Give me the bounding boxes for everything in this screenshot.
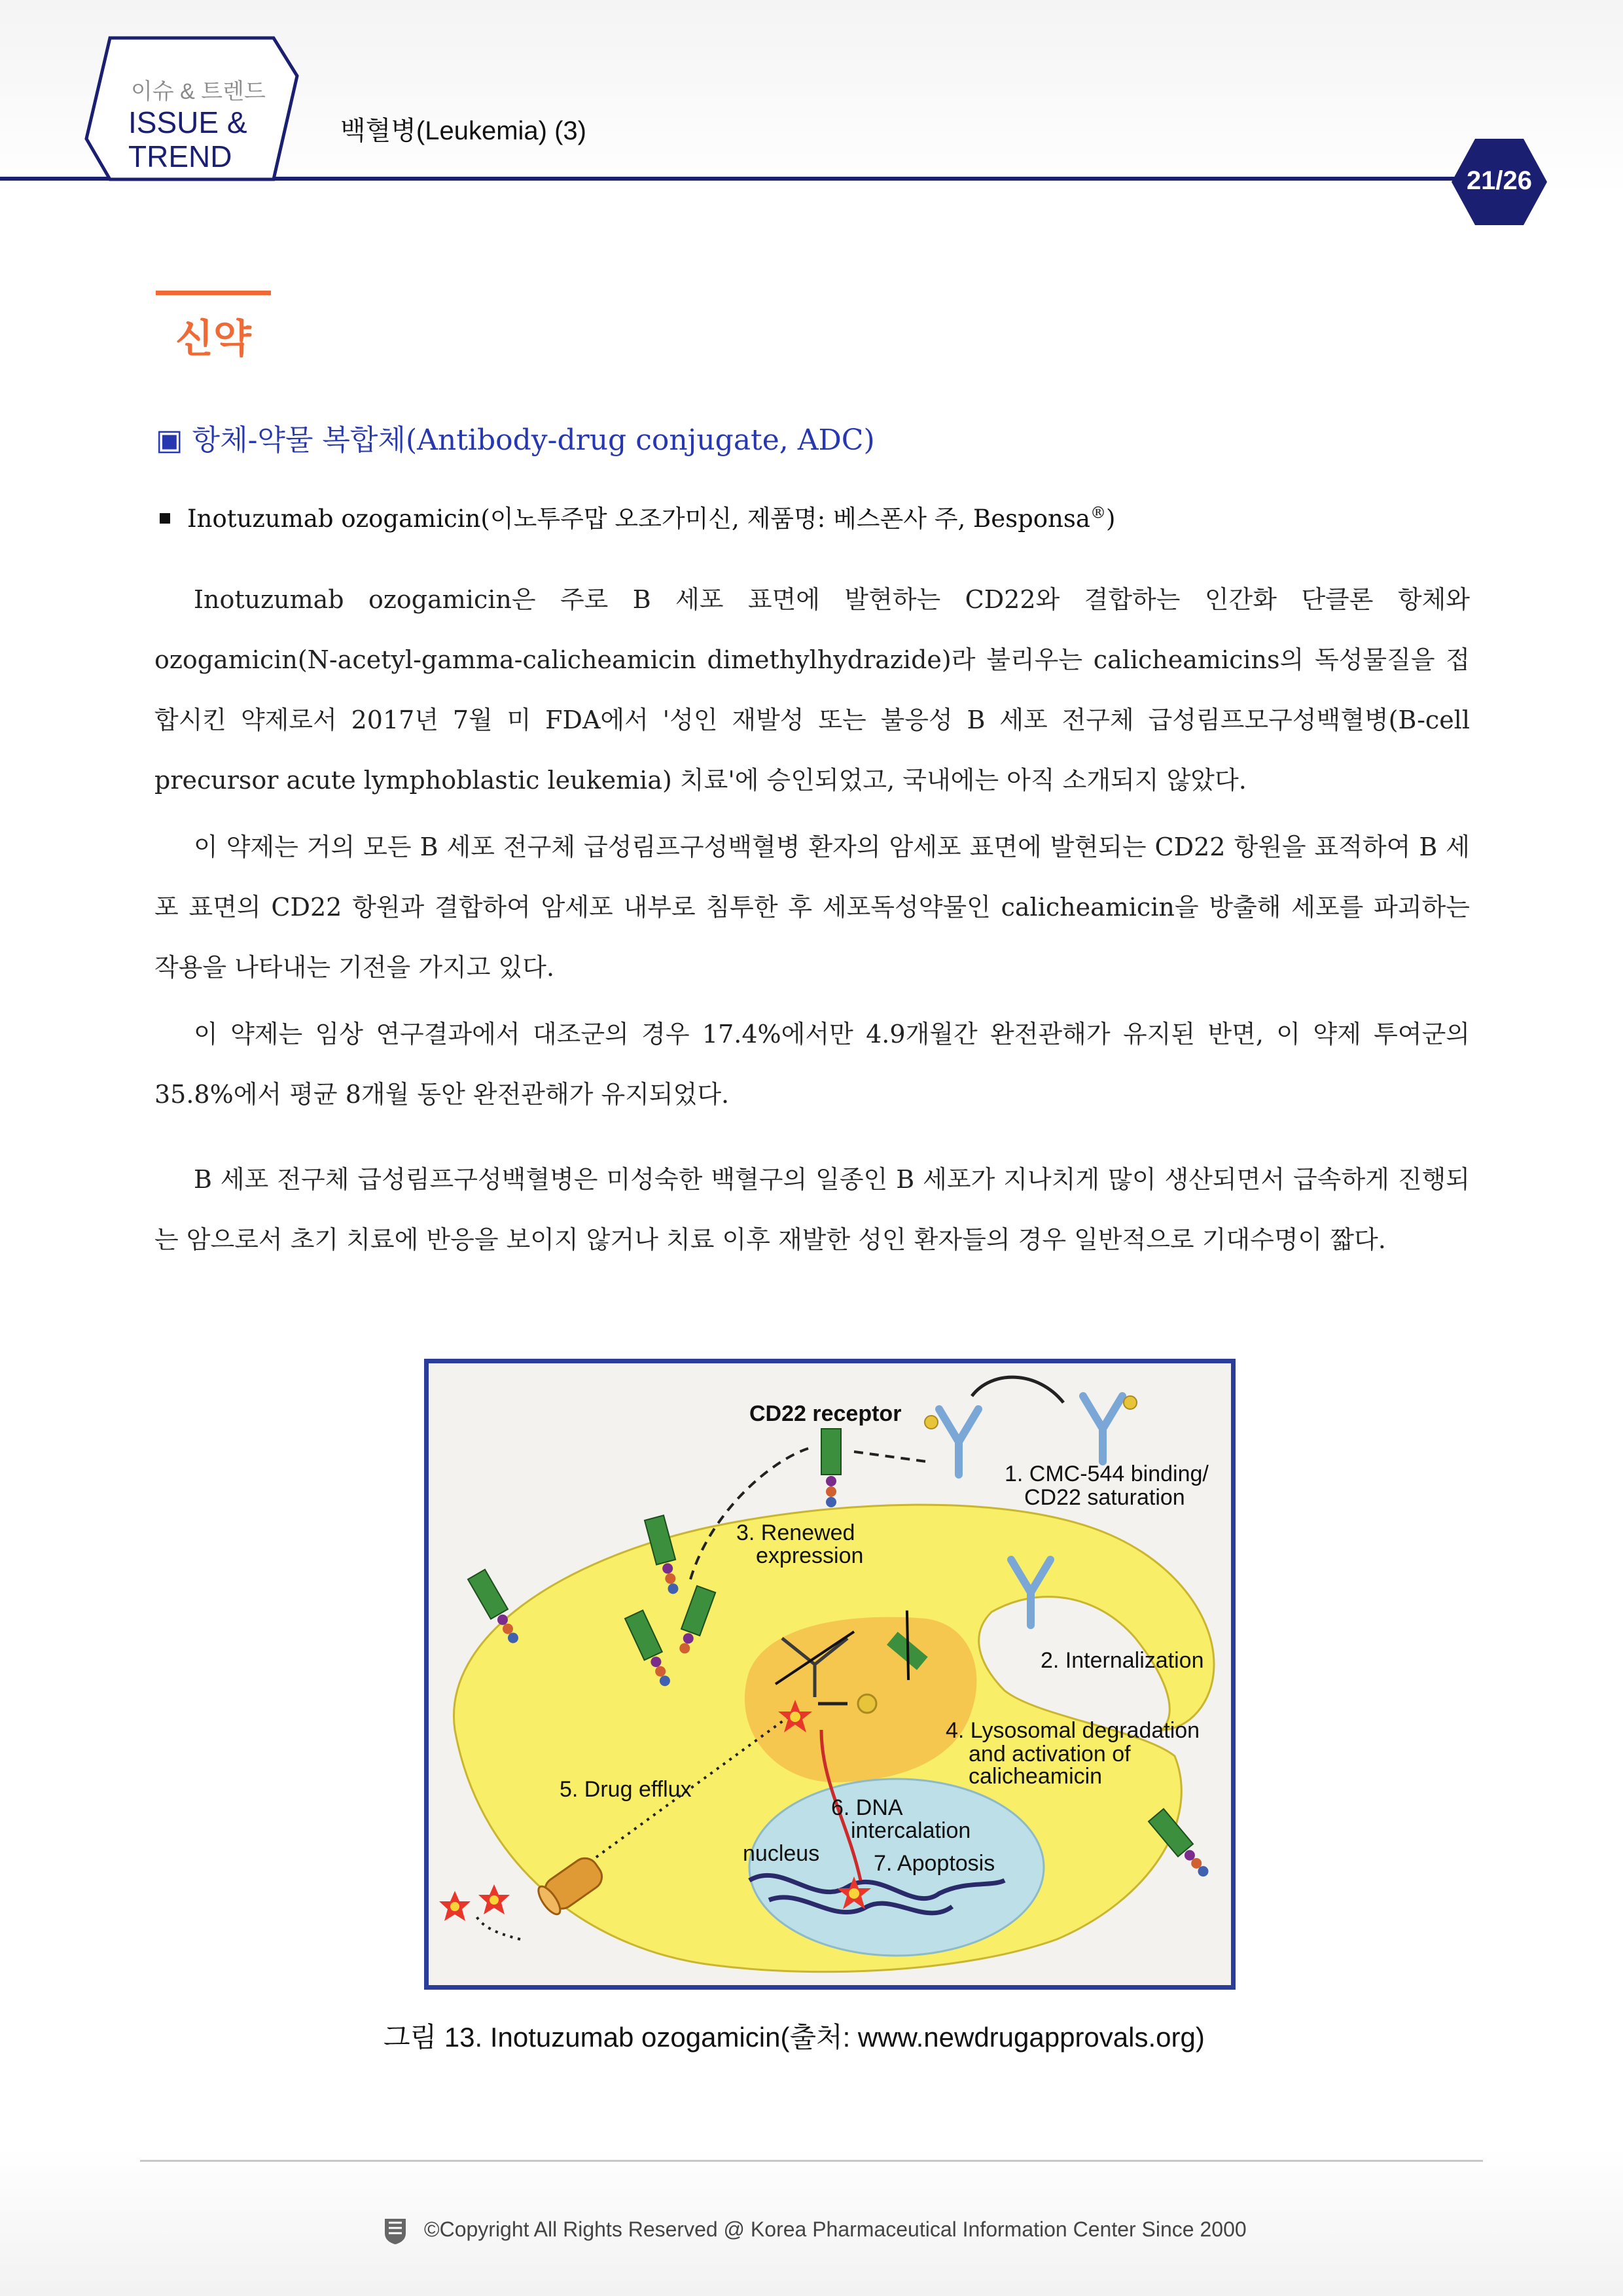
label-step5: 5. Drug efflux	[560, 1777, 692, 1802]
label-step2: 2. Internalization	[1041, 1648, 1204, 1673]
page-number: 21/26	[1466, 166, 1533, 195]
antibody-bound	[925, 1409, 978, 1475]
mechanism-diagram	[429, 1363, 1231, 1985]
document-title: 백혈병(Leukemia) (3)	[340, 117, 586, 145]
calicheamicin-dot	[858, 1695, 876, 1713]
paragraph-2: 이 약제는 거의 모든 B 세포 전구체 급성림프구성백혈병 환자의 암세포 표면에 발현되는 CD22 항원을 표적하여 B 세포 표면의 CD22 항원과 결합하여 암세포 내부로 침투한 후 세포독성약물인 calicheamicin을 방출해 세포를 파괴하는 작용을 나타내는 기전을 가지고 있다.	[154, 833, 1470, 982]
label-cd22: CD22 receptor	[749, 1401, 902, 1426]
subheading: ▣ 항체-약물 복합체(Antibody-drug conjugate, ADC)	[156, 423, 875, 457]
label-step3b: expression	[756, 1543, 864, 1568]
paragraph-3: 이 약제는 임상 연구결과에서 대조군의 경우 17.4%에서만 4.9개월간 완전관해가 유지된 반면, 이 약제 투여군의 35.8%에서 평균 8개월 동안 완전관해가 유지되었다.	[154, 1020, 1470, 1109]
antibody-approach-arrow	[972, 1377, 1063, 1403]
registered-mark: ®	[1090, 503, 1106, 522]
badge-subtitle: 이슈 & 트렌드	[131, 79, 266, 104]
paragraph-1: Inotuzumab ozogamicin은 주로 B 세포 표면에 발현하는 CD22와 결합하는 인간화 단클론 항체와 ozogamicin(N-acetyl-gamma-calicheamicin dimethylhydrazide)라 불리우는 calicheamicins의 독성물질을 접합시킨 약제로서 2017년 7월 미 FDA에서 '성인 재발성 또는 불응성 B 세포 전구체 급성림프모구성백혈병(B-cell precursor acute lymphoblastic leukemia) 치료'에 승인되었고, 국내에는 아직 소개되지 않았다.	[154, 585, 1470, 795]
paragraph-4: B 세포 전구체 급성림프구성백혈병은 미성숙한 백혈구의 일종인 B 세포가 지나치게 많이 생산되면서 급속하게 진행되는 암으로서 초기 치료에 반응을 보이지 않거나 치료 이후 재발한 성인 환자들의 경우 일반적으로 기대수명이 짧다.	[154, 1165, 1470, 1254]
label-step1a: 1. CMC-544 binding/	[1005, 1462, 1209, 1486]
section-accent-bar	[156, 291, 271, 295]
figure-caption: 그림 13. Inotuzumab ozogamicin(출처: www.newdrugapprovals.org)	[383, 2022, 1205, 2053]
drug-star-4	[478, 1884, 510, 1914]
label-step7: 7. Apoptosis	[874, 1851, 995, 1876]
binding-arrow	[854, 1452, 926, 1462]
label-step3a: 3. Renewed	[736, 1520, 855, 1545]
drug-bullet-text: Inotuzumab ozogamicin(이노투주맙 오조가미신, 제품명: 베스폰사 주, Besponsa	[187, 505, 1090, 533]
receptor-top	[821, 1429, 841, 1507]
antibody-free	[1083, 1396, 1137, 1462]
drug-star-3	[439, 1891, 471, 1921]
label-step6a: 6. DNA	[831, 1795, 903, 1820]
label-step4a: 4. Lysosomal degradation	[946, 1718, 1200, 1743]
label-step6b: intercalation	[851, 1818, 971, 1843]
drug-bullet	[160, 499, 1115, 534]
label-step1b: CD22 saturation	[1024, 1485, 1185, 1510]
badge-line-1: ISSUE &	[128, 105, 247, 139]
label-step4b: and activation of	[969, 1742, 1131, 1767]
label-step4c: calicheamicin	[969, 1764, 1103, 1789]
footer-rule	[140, 2160, 1483, 2162]
efflux-out-arrow	[474, 1913, 520, 1939]
bullet-square-icon	[160, 513, 170, 524]
mechanism-figure	[424, 1359, 1236, 1990]
label-nucleus: nucleus	[743, 1841, 820, 1866]
kpic-shield-icon	[383, 2216, 407, 2245]
drug-bullet-close: )	[1105, 505, 1116, 533]
badge-line-2: TREND	[128, 139, 232, 173]
section-title: 신약	[175, 316, 251, 362]
footer-copyright: ©Copyright All Rights Reserved @ Korea Pharmaceutical Information Center Since 2000	[424, 2217, 1247, 2241]
